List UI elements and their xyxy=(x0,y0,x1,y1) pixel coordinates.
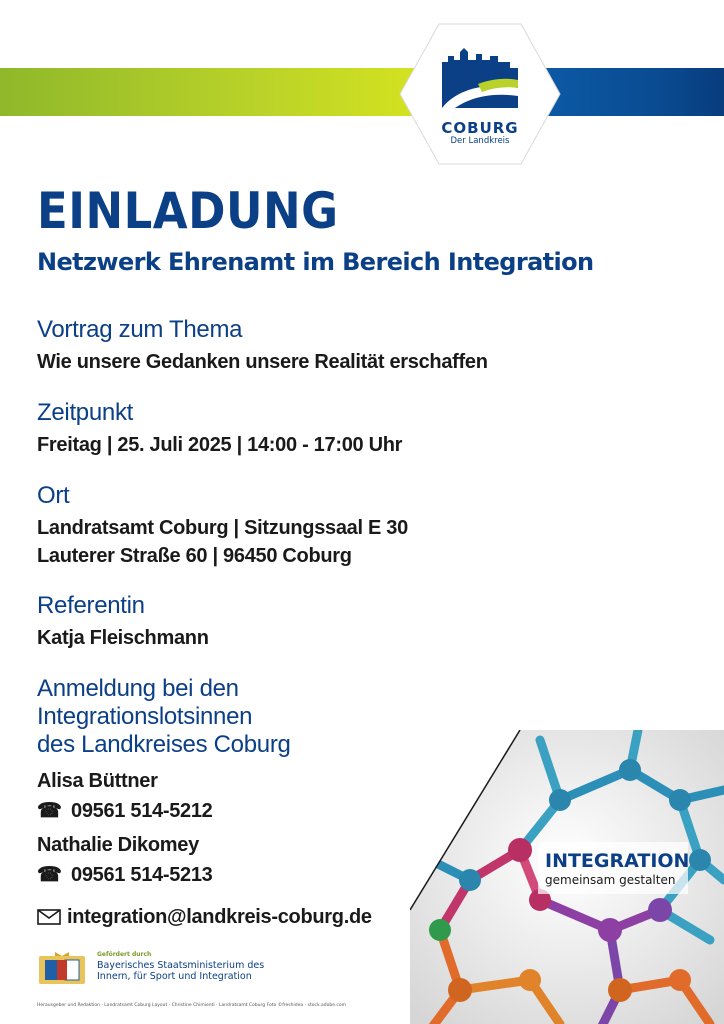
registration-label-line2: des Landkreises Coburg xyxy=(37,731,291,758)
registration-label-line1: Anmeldung bei den Integrationslotsinnen xyxy=(37,675,253,730)
funder-name-line1: Bayerisches Staatsministerium des xyxy=(97,960,265,971)
funder-small-label: Gefördert durch xyxy=(97,951,152,958)
imprint: Herausgeber und Redaktion · Landratsamt Coburg Layout · Christine Chimienti · Landratsamt Coburg Foto ©freshidea - stock.adobe.com xyxy=(37,1003,347,1008)
place-line2: Lauterer Straße 60 | 96450 Coburg xyxy=(37,545,352,567)
phone-icon: ☎ xyxy=(37,800,62,822)
integration-label xyxy=(545,850,689,888)
funder-name-line2: Innern, für Sport und Integration xyxy=(97,971,252,982)
place-label: Ort xyxy=(37,482,70,509)
place-section xyxy=(37,482,597,570)
mail-icon xyxy=(37,909,61,925)
logo-subtitle: Der Landkreis xyxy=(450,136,510,146)
integration-subtitle: gemeinsam gestalten xyxy=(545,873,676,887)
contact-phone[interactable]: 09561 514-5213 xyxy=(71,864,213,886)
topic-label: Vortrag zum Thema xyxy=(37,316,243,343)
contact-phone-row xyxy=(37,797,457,825)
topic-section xyxy=(37,316,597,376)
logo-text xyxy=(398,120,562,146)
phone-icon: ☎ xyxy=(37,864,62,886)
speaker-name: Katja Fleischmann xyxy=(37,627,209,649)
email-link[interactable]: integration@landkreis-coburg.de xyxy=(67,906,372,928)
integration-title: INTEGRATION xyxy=(545,850,690,872)
topic-text: Wie unsere Gedanken unsere Realität erschaffen xyxy=(37,351,488,373)
time-text: Freitag | 25. Juli 2025 | 14:00 - 17:00 Uhr xyxy=(37,434,403,456)
page-title: EINLADUNG xyxy=(37,182,339,240)
bavaria-crest-icon xyxy=(37,950,87,986)
time-section xyxy=(37,399,597,459)
speaker-label: Referentin xyxy=(37,592,145,619)
logo-title: COBURG xyxy=(441,119,519,137)
speaker-section xyxy=(37,592,597,652)
contact-name: Nathalie Dikomey xyxy=(37,834,199,856)
contact-name: Alisa Büttner xyxy=(37,770,158,792)
page-subtitle: Netzwerk Ehrenamt im Bereich Integration xyxy=(37,248,594,276)
registration-section xyxy=(37,675,457,931)
contact-phone[interactable]: 09561 514-5212 xyxy=(71,800,213,822)
email-row xyxy=(37,903,457,931)
contact-phone-row xyxy=(37,861,457,889)
header-band-green xyxy=(0,68,420,116)
funder-block xyxy=(37,950,264,986)
header-band-blue xyxy=(540,68,724,116)
time-label: Zeitpunkt xyxy=(37,399,134,426)
place-line1: Landratsamt Coburg | Sitzungssaal E 30 xyxy=(37,517,408,539)
title-block xyxy=(37,180,597,276)
